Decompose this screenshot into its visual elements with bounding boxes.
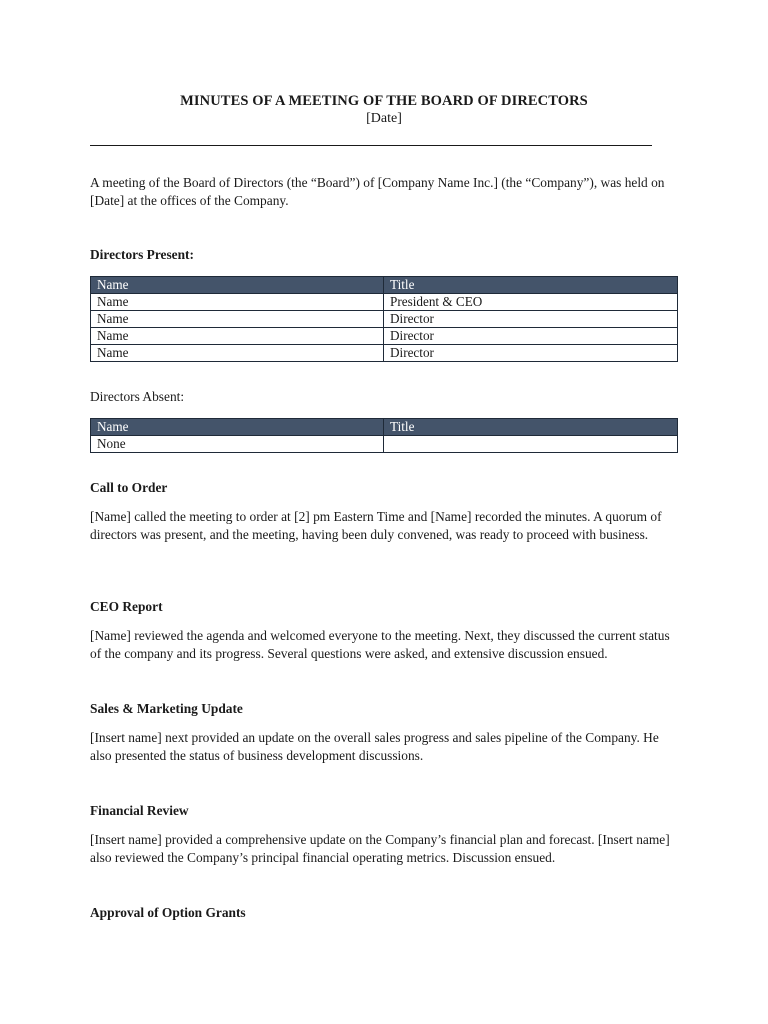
document-title: MINUTES OF A MEETING OF THE BOARD OF DIRECTORS [180,93,588,109]
director-name-cell: Name [91,328,384,345]
section-body-ceo-report: [Name] reviewed the agenda and welcomed everyone to the meeting. Next, they discussed the current status of the company and its progress. Several questions were asked, and extensive discussion ensued. [90,628,670,661]
director-name-cell: None [91,436,384,453]
section-body-financial-review: [Insert name] provided a comprehensive update on the Company’s financial plan and forecast. [Insert name] also reviewed the Company’s principal financial operating metrics. Discussion ensued. [90,832,670,865]
column-header-title: Title [384,277,678,294]
table-row [91,311,678,328]
title-divider [90,145,652,146]
director-title-cell: Director [384,311,678,328]
director-name-cell: Name [91,294,384,311]
section-heading-sales-marketing: Sales & Marketing Update [90,701,243,716]
table-header-row [91,419,678,436]
section-heading-financial-review: Financial Review [90,803,189,818]
intro-paragraph: A meeting of the Board of Directors (the “Board”) of [Company Name Inc.] (the “Company”), was held on [Date] at the offices of the Company. [90,175,665,208]
directors-present-table [90,276,678,362]
column-header-name: Name [91,419,384,436]
table-row [91,328,678,345]
directors-absent-table [90,418,678,453]
table-row [91,294,678,311]
document-date: [Date] [366,111,402,126]
section-heading-call-to-order: Call to Order [90,480,168,495]
column-header-title: Title [384,419,678,436]
director-title-cell [384,436,678,453]
director-name-cell: Name [91,345,384,362]
director-title-cell: President & CEO [384,294,678,311]
table-header-row [91,277,678,294]
director-name-cell: Name [91,311,384,328]
section-heading-ceo-report: CEO Report [90,599,163,614]
section-body-call-to-order: [Name] called the meeting to order at [2] pm Eastern Time and [Name] recorded the minutes. A quorum of directors was present, and the meeting, having been duly convened, was ready to proceed with business. [90,509,662,542]
table-row [91,436,678,453]
table-row [91,345,678,362]
directors-present-heading: Directors Present: [90,247,194,262]
directors-absent-heading: Directors Absent: [90,389,185,404]
director-title-cell: Director [384,328,678,345]
section-heading-option-grants: Approval of Option Grants [90,905,246,920]
director-title-cell: Director [384,345,678,362]
column-header-name: Name [91,277,384,294]
section-body-sales-marketing: [Insert name] next provided an update on the overall sales progress and sales pipeline of the Company. He also presented the status of business development discussions. [90,730,659,763]
